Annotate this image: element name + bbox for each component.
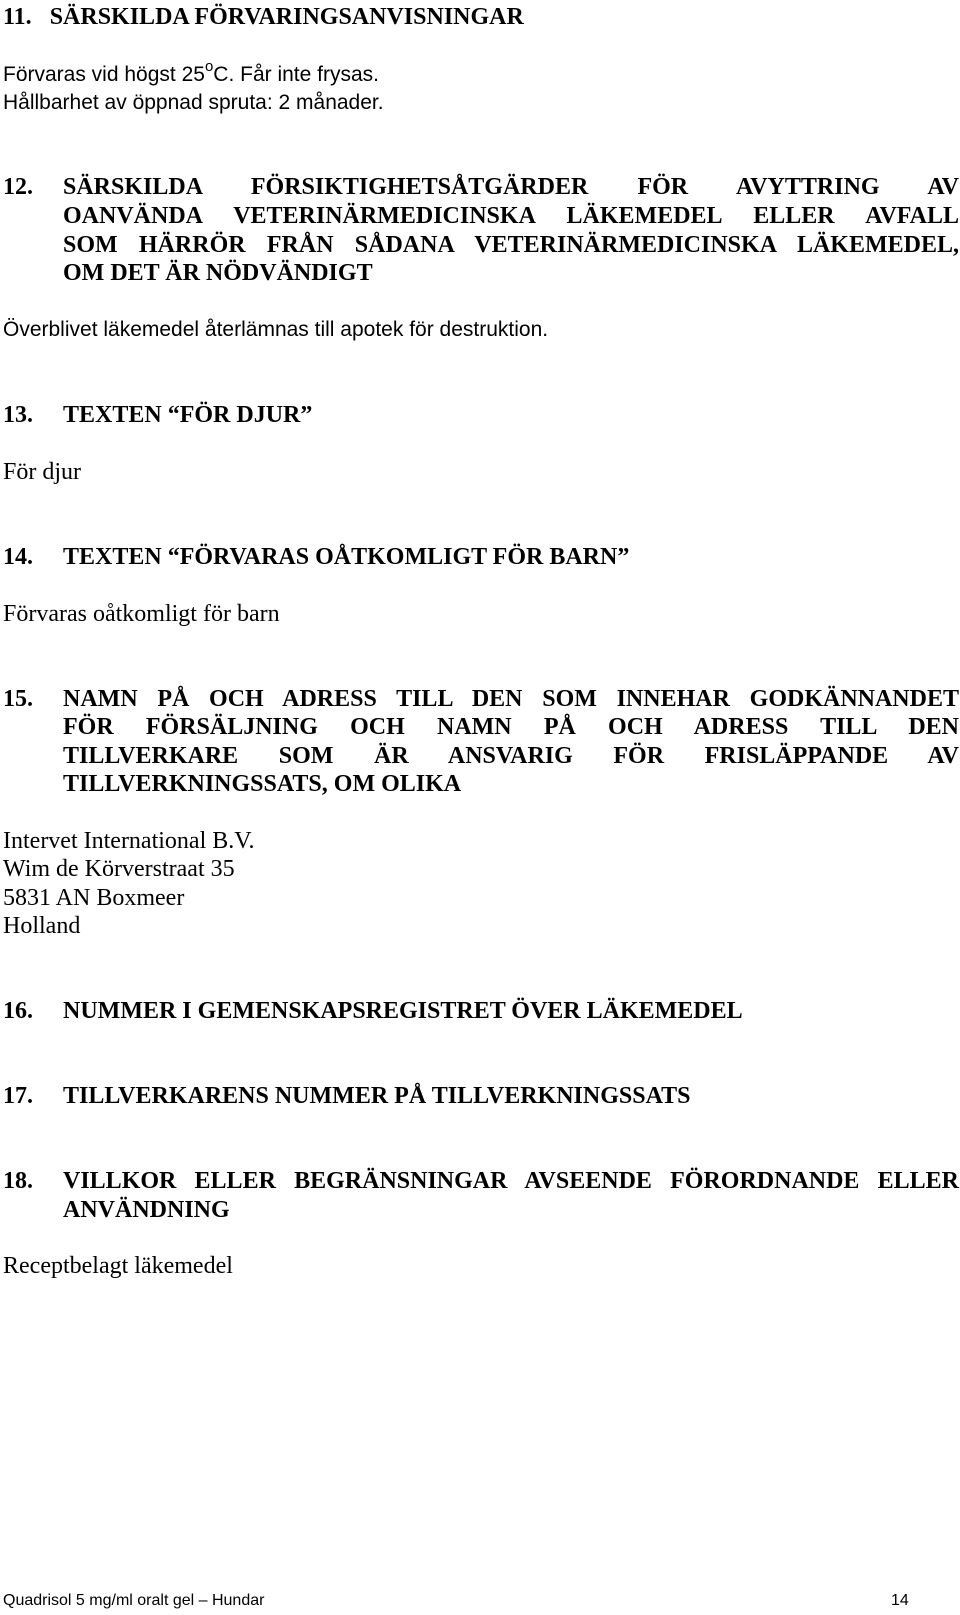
section-13-title: TEXTEN “FÖR DJUR” [63, 402, 313, 428]
section-16-number: 16. [3, 998, 33, 1024]
shelf-life-text: Hållbarhet av öppnad spruta: 2 månader. [3, 91, 384, 114]
address-line-2: Wim de Körverstraat 35 [3, 856, 235, 882]
section-12-title-line-2: OANVÄNDA VETERINÄRMEDICINSKA LÄKEMEDEL ELLER AVFALL [63, 203, 959, 229]
section-12-title-line-4: OM DET ÄR NÖDVÄNDIGT [63, 260, 373, 286]
section-15-title-line-4: TILLVERKNINGSSATS, OM OLIKA [63, 771, 462, 797]
keep-out-of-reach-text: Förvaras oåtkomligt för barn [3, 601, 280, 627]
section-18-title-line-2: ANVÄNDNING [63, 1197, 230, 1223]
prescription-text: Receptbelagt läkemedel [3, 1253, 233, 1279]
section-15-title-line-3: TILLVERKARE SOM ÄR ANSVARIG FÖR FRISLÄPPANDE AV [63, 743, 959, 769]
section-12-title-line-1: SÄRSKILDA FÖRSIKTIGHETSÅTGÄRDER FÖR AVYTTRING AV [63, 174, 959, 200]
section-15-number: 15. [3, 686, 33, 712]
for-animals-text: För djur [3, 459, 81, 485]
section-18-title-line-1: VILLKOR ELLER BEGRÄNSNINGAR AVSEENDE FÖRORDNANDE ELLER [63, 1168, 959, 1194]
section-11-heading [3, 3, 524, 32]
section-17-number: 17. [3, 1083, 33, 1109]
page-number: 14 [891, 1592, 909, 1609]
section-18-number: 18. [3, 1168, 33, 1194]
section-13-number: 13. [3, 402, 33, 428]
section-17-title: TILLVERKARENS NUMMER PÅ TILLVERKNINGSSATS [63, 1083, 691, 1109]
section-15-title-line-1: NAMN PÅ OCH ADRESS TILL DEN SOM INNEHAR GODKÄNNANDET [63, 686, 959, 712]
storage-temperature-text: Förvaras vid högst 25$^o$C. Får inte frysas. [3, 58, 379, 86]
address-line-1: Intervet International B.V. [3, 828, 255, 854]
address-line-4: Holland [3, 913, 81, 939]
section-11-number: 11. [3, 4, 32, 30]
section-12-title-line-3: SOM HÄRRÖR FRÅN SÅDANA VETERINÄRMEDICINSKA LÄKEMEDEL, [63, 232, 959, 258]
section-12-number: 12. [3, 174, 33, 200]
address-line-3: 5831 AN Boxmeer [3, 885, 185, 911]
footer-product-name: Quadrisol 5 mg/ml oralt gel – Hundar [3, 1592, 265, 1609]
section-16-title: NUMMER I GEMENSKAPSREGISTRET ÖVER LÄKEMEDEL [63, 998, 743, 1024]
section-14-title: TEXTEN “FÖRVARAS OÅTKOMLIGT FÖR BARN” [63, 544, 630, 570]
section-11-title: SÄRSKILDA FÖRVARINGSANVISNINGAR [49, 4, 524, 30]
disposal-text: Överblivet läkemedel återlämnas till apotek för destruktion. [3, 318, 549, 341]
section-15-title-line-2: FÖR FÖRSÄLJNING OCH NAMN PÅ OCH ADRESS TILL DEN [63, 714, 959, 740]
section-14-number: 14. [3, 544, 33, 570]
